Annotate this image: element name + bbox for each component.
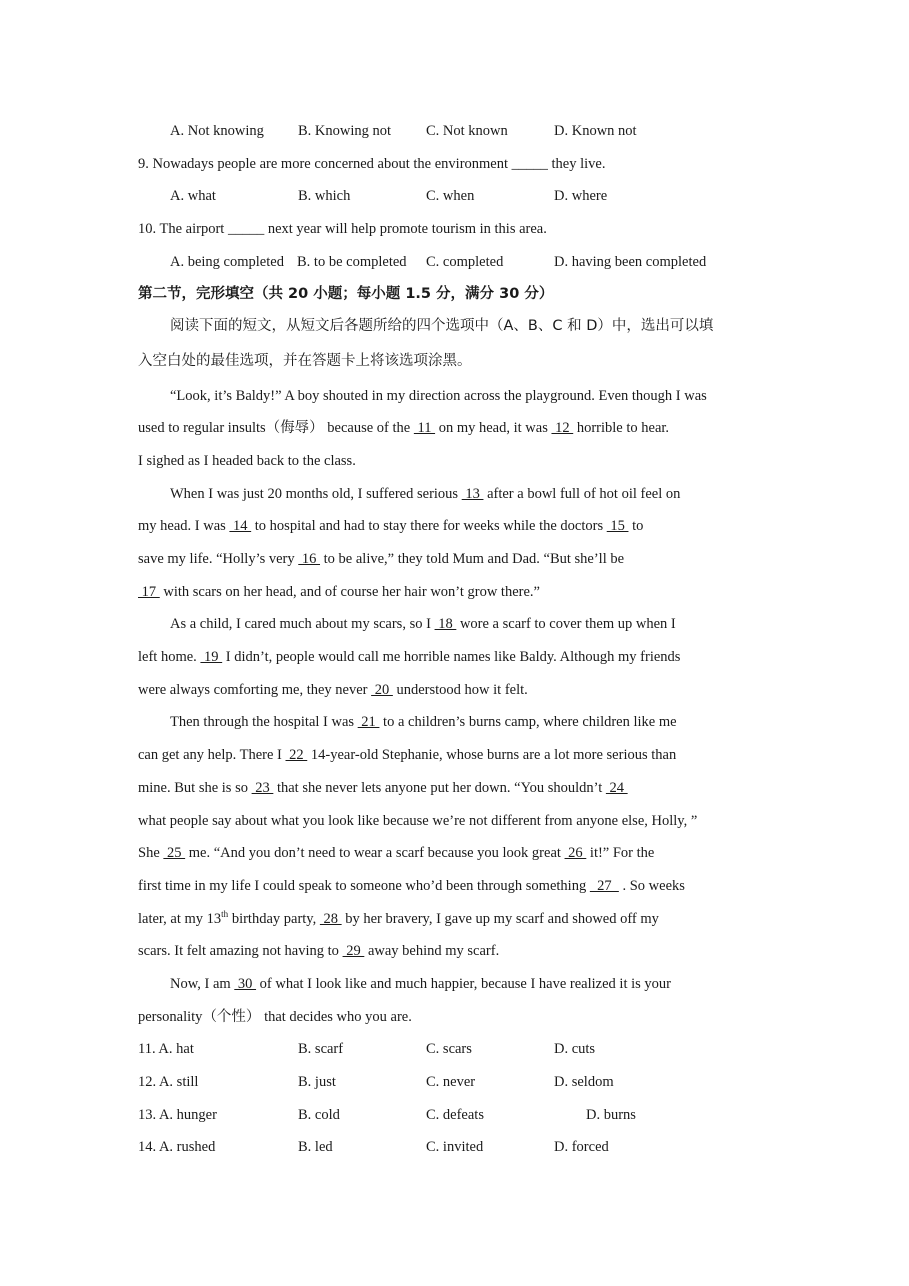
passage-text: it!” For the	[586, 845, 655, 861]
blank-25: 25	[163, 845, 186, 861]
q10-text: 10. The airport	[138, 221, 228, 237]
answer-13-a: 13. A. hunger	[138, 1107, 217, 1123]
passage-text: mine. But she is so	[138, 780, 252, 796]
answer-11-a: 11. A. hat	[138, 1041, 194, 1057]
q9-text: 9. Nowadays people are more concerned about the environment	[138, 156, 512, 172]
q10-stem	[138, 220, 788, 238]
passage-text: birthday party,	[228, 911, 320, 927]
passage-line	[170, 615, 790, 633]
blank-29: 29	[342, 943, 365, 959]
passage-text: to	[628, 518, 644, 534]
passage-text: . So weeks	[618, 878, 685, 894]
passage-line: “Look, it’s Baldy!” A boy shouted in my direction across the playground. Even though I was	[170, 388, 707, 404]
section-instruction-cont: 入空白处的最佳选项，并在答题卡上将该选项涂黑。	[138, 353, 472, 369]
passage-text: that decides who you are.	[260, 1009, 412, 1025]
q9-stem	[138, 155, 788, 173]
passage-text: with scars on her head, and of course her hair won’t grow there.”	[159, 584, 540, 600]
passage-line: what people say about what you look like because we’re not different from anyone else, Holly, ”	[138, 813, 698, 829]
blank-12: 12	[551, 420, 574, 436]
passage-text: wore a scarf to cover them up when I	[456, 616, 676, 632]
passage-line	[138, 517, 788, 535]
q9-option-c: C. when	[426, 188, 475, 204]
blank-19: 19	[200, 649, 223, 665]
passage-text: my head. I was	[138, 518, 230, 534]
passage-line	[138, 681, 788, 699]
answer-12-a: 12. A. still	[138, 1074, 199, 1090]
answer-12-c: C. never	[426, 1074, 476, 1090]
passage-text: because of the	[323, 420, 414, 436]
passage-text: away behind my scarf.	[364, 943, 500, 959]
passage-line	[138, 419, 788, 437]
passage-text: personality	[138, 1009, 203, 1025]
chinese-gloss: （个性）	[202, 1009, 261, 1025]
passage-text: As a child, I cared much about my scars, so I	[170, 616, 435, 632]
passage-line	[138, 1008, 788, 1026]
q10-option-c: C. completed	[426, 254, 504, 270]
passage-line	[138, 583, 788, 601]
q9-blank: _____	[511, 156, 548, 172]
blank-17: 17	[138, 584, 160, 600]
passage-line	[170, 485, 790, 503]
q9-option-a: A. what	[170, 188, 216, 204]
q9-option-b: B. which	[298, 188, 351, 204]
ordinal-suffix: th	[221, 909, 229, 920]
passage-text: I didn’t, people would call me horrible names like Baldy. Although my friends	[222, 649, 681, 665]
answer-12-b: B. just	[298, 1074, 336, 1090]
blank-14: 14	[229, 518, 252, 534]
answer-11-c: C. scars	[426, 1041, 472, 1057]
q10-text-end: next year will help promote tourism in this area.	[264, 221, 547, 237]
passage-text: scars. It felt amazing not having to	[138, 943, 343, 959]
answer-12-d: D. seldom	[554, 1074, 614, 1090]
passage-line: I sighed as I headed back to the class.	[138, 453, 356, 469]
blank-30: 30	[234, 976, 257, 992]
passage-text: can get any help. There I	[138, 747, 286, 763]
passage-text: Now, I am	[170, 976, 235, 992]
blank-18: 18	[434, 616, 457, 632]
passage-text: on my head, it was	[435, 420, 552, 436]
passage-line	[138, 746, 788, 764]
passage-text: She	[138, 845, 164, 861]
passage-text: after a bowl full of hot oil feel on	[483, 486, 681, 502]
passage-text: When I was just 20 months old, I suffered serious	[170, 486, 462, 502]
passage-text: save my life. “Holly’s very	[138, 551, 299, 567]
passage-line	[138, 942, 788, 960]
answer-13-d: D. burns	[586, 1107, 636, 1123]
answer-11-b: B. scarf	[298, 1041, 344, 1057]
passage-text: of what I look like and much happier, because I have realized it is your	[256, 976, 671, 992]
q8-option-c: C. Not known	[426, 123, 508, 139]
passage-line	[138, 844, 788, 862]
passage-line	[138, 779, 788, 797]
passage-text: Then through the hospital I was	[170, 714, 358, 730]
answer-14-c: C. invited	[426, 1139, 484, 1155]
chinese-gloss: （侮辱）	[265, 420, 324, 436]
answer-14-d: D. forced	[554, 1139, 609, 1155]
passage-text: that she never lets anyone put her down. “You shouldn’t	[273, 780, 606, 796]
passage-text: first time in my life I could speak to someone who’d been through something	[138, 878, 590, 894]
blank-20: 20	[371, 682, 393, 698]
q8-option-a: A. Not knowing	[170, 123, 264, 139]
blank-11: 11	[413, 420, 436, 436]
q9-text-end: they live.	[547, 156, 606, 172]
passage-text: to be alive,” they told Mum and Dad. “But she’ll be	[320, 551, 625, 567]
passage-text: later, at my 13	[138, 911, 222, 927]
q10-option-b: B. to be completed	[297, 254, 407, 270]
passage-line	[138, 648, 788, 666]
q10-blank: _____	[227, 221, 265, 237]
blank-28: 28	[319, 911, 342, 927]
passage-text: to hospital and had to stay there for weeks while the doctors	[251, 518, 607, 534]
section-instruction: 阅读下面的短文，从短文后各题所给的四个选项中（A、B、C 和 D）中，选出可以填	[170, 318, 714, 334]
passage-line	[138, 877, 788, 895]
answer-13-c: C. defeats	[426, 1107, 484, 1123]
answer-11-d: D. cuts	[554, 1041, 596, 1057]
section-heading: 第二节，完形填空（共 20 小题；每小题 1.5 分，满分 30 分）	[138, 286, 554, 302]
blank-27: 27	[589, 878, 619, 894]
blank-21: 21	[357, 714, 380, 730]
answer-13-b: B. cold	[298, 1107, 340, 1123]
blank-26: 26	[564, 845, 587, 861]
passage-text: to a children’s burns camp, where children like me	[379, 714, 677, 730]
passage-line	[138, 910, 788, 928]
q10-option-a: A. being completed	[170, 254, 284, 270]
answer-14-a: 14. A. rushed	[138, 1139, 216, 1155]
passage-text: understood how it felt.	[392, 682, 528, 698]
passage-text: horrible to hear.	[573, 420, 670, 436]
blank-22: 22	[285, 747, 308, 763]
blank-23: 23	[251, 780, 274, 796]
q9-option-d: D. where	[554, 188, 608, 204]
q8-option-b: B. Knowing not	[298, 123, 392, 139]
passage-line	[138, 550, 788, 568]
passage-line	[170, 975, 790, 993]
q10-option-d: D. having been completed	[554, 254, 707, 270]
passage-text: by her bravery, I gave up my scarf and showed off my	[341, 911, 659, 927]
passage-text: were always comforting me, they never	[138, 682, 372, 698]
passage-text: used to regular insults	[138, 420, 266, 436]
blank-24: 24	[605, 780, 628, 796]
passage-text: left home.	[138, 649, 201, 665]
blank-13: 13	[461, 486, 484, 502]
passage-text: me. “And you don’t need to wear a scarf because you look great	[185, 845, 565, 861]
blank-15: 15	[606, 518, 629, 534]
answer-14-b: B. led	[298, 1139, 333, 1155]
passage-line	[170, 713, 790, 731]
q8-option-d: D. Known not	[554, 123, 637, 139]
passage-text: 14-year-old Stephanie, whose burns are a lot more serious than	[307, 747, 677, 763]
blank-16: 16	[298, 551, 321, 567]
